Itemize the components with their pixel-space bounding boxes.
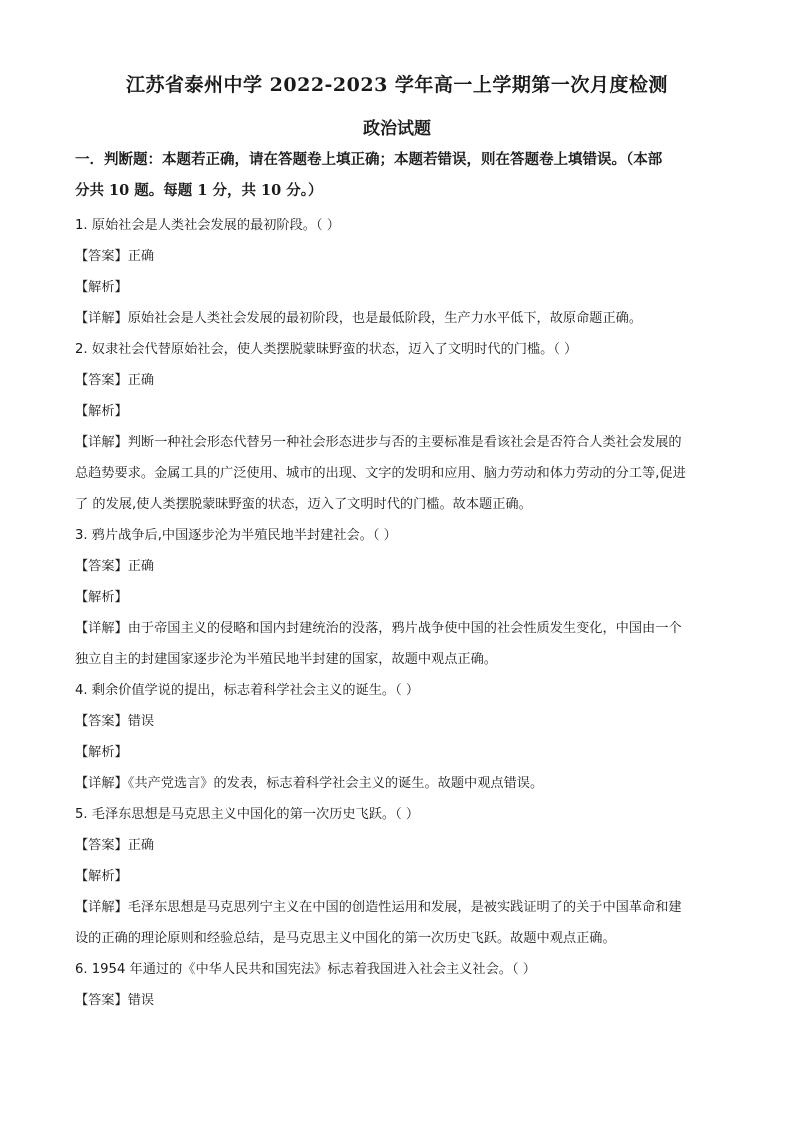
analysis-2: 【解析】 <box>75 404 128 419</box>
detail-4-line-1: 【详解】《共产党选言》的发表，标志着科学社会主义的诞生。故题中观点错误。 <box>75 776 544 791</box>
detail-3-line-2: 独立自主的封建国家逐步沦为半殖民地半封建的国家，故题中观点正确。 <box>75 652 497 667</box>
answer-2: 【答案】正确 <box>75 373 155 388</box>
section-heading-line-2: 分共 10 题。每题 1 分，共 10 分。） <box>75 182 323 199</box>
detail-5-line-2: 设的正确的理论原则和经验总结，是马克思主义中国化的第一次历史飞跃。故题中观点正确。 <box>75 931 616 946</box>
question-1: 1. 原始社会是人类社会发展的最初阶段。（ ） <box>75 218 340 233</box>
answer-4: 【答案】错误 <box>75 714 155 729</box>
detail-3-line-1: 【详解】由于帝国主义的侵略和国内封建统治的没落，鸦片战争使中国的社会性质发生变化，中国由一个 <box>75 621 682 636</box>
analysis-1: 【解析】 <box>75 280 128 295</box>
question-3: 3. 鸦片战争后,中国逐步沦为半殖民地半封建社会。（ ） <box>75 528 397 543</box>
answer-1: 【答案】正确 <box>75 249 155 264</box>
answer-3: 【答案】正确 <box>75 559 155 574</box>
question-4: 4. 剩余价值学说的提出，标志着科学社会主义的诞生。（ ） <box>75 683 420 698</box>
detail-2-line-2: 总趋势要求。金属工具的广泛使用、城市的出现、文字的发明和应用、脑力劳动和体力劳动的分工等,促进 <box>75 466 686 481</box>
answer-5: 【答案】正确 <box>75 838 155 853</box>
analysis-5: 【解析】 <box>75 869 128 884</box>
question-6: 6. 1954 年通过的《中华人民共和国宪法》标志着我国进入社会主义社会。（ ） <box>75 962 536 977</box>
document-title: 江苏省泰州中学 2022-2023 学年高一上学期第一次月度检测 <box>126 74 668 96</box>
detail-2-line-3: 了 的发展,使人类摆脱蒙昧野蛮的状态，迈入了文明时代的门槛。故本题正确。 <box>75 497 532 512</box>
detail-5-line-1: 【详解】毛泽东思想是马克思列宁主义在中国的创造性运用和发展，是被实践证明了的关于中国革命和建 <box>75 900 682 915</box>
section-heading-line-1: 一．判断题：本题若正确，请在答题卷上填正确；本题若错误，则在答题卷上填错误。（本部 <box>75 151 663 168</box>
detail-2-line-1: 【详解】判断一种社会形态代替另一种社会形态进步与否的主要标准是看该社会是否符合人类社会发展的 <box>75 435 682 450</box>
question-2: 2. 奴隶社会代替原始社会，使人类摆脱蒙昧野蛮的状态，迈入了文明时代的门槛。（ ） <box>75 342 578 357</box>
answer-6: 【答案】错误 <box>75 993 155 1008</box>
analysis-3: 【解析】 <box>75 590 128 605</box>
question-5: 5. 毛泽东思想是马克思主义中国化的第一次历史飞跃。（ ） <box>75 807 420 822</box>
detail-1-line-1: 【详解】原始社会是人类社会发展的最初阶段，也是最低阶段，生产力水平低下，故原命题正确。 <box>75 311 643 326</box>
analysis-4: 【解析】 <box>75 745 128 760</box>
document-subtitle: 政治试题 <box>363 119 431 139</box>
